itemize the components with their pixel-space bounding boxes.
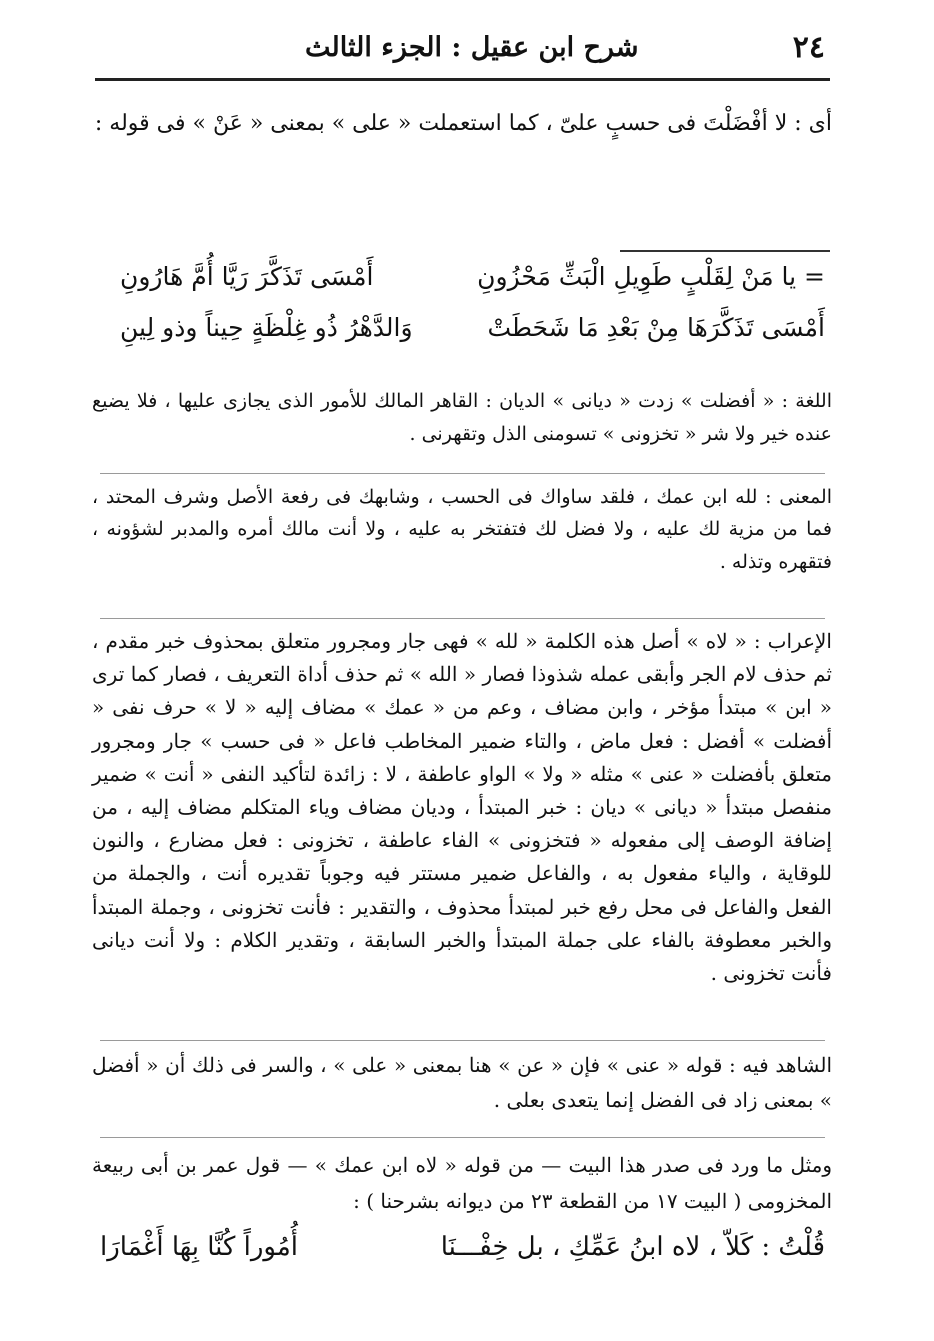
page-header — [95, 22, 825, 72]
shahid-paragraph: الشاهد فيه : قوله « عنى » فإن « عن » هنا بمعنى « على » ، والسر فى ذلك أن « أفضل » بمعنى زاد فى الفضل إنما يتعدى بعلى . — [92, 1053, 832, 1112]
verse-2-first-hemistich: أَمْسَى تَذَكَّرَهَا مِنْ بَعْدِ مَا شَحَطَتْ — [487, 313, 825, 342]
section-divider — [100, 1040, 825, 1041]
section-divider — [100, 473, 825, 474]
irab-paragraph: الإعراب : « لاه » أصل هذه الكلمة « لله » فهى جار ومجرور متعلق بمحذوف خبر مقدم ، ثم حذف لام الجر وأبقى عمله شذوذا فصار « الله » ثم حذف أداة التعريف ، فصار كما ترى « ابن » مبتدأ مؤخر ، وابن مضاف ، وعم من « عمك » مضاف إليه « لا » حرف نفى « أفضلت » أفضل : فعل ماض ، والتاء ضمير المخاطب فاعل « فى حسب » جار ومجرور متعلق بأفضلت « عنى » مثله « ولا » الواو عاطفة ، لا : زائدة لتأكيد النفى « أنت » ضمير منفصل مبتدأ « ديانى » ديان : خبر المبتدأ ، وديان مضاف وياء المتكلم مضاف إليه ، من إضافة الوصف إلى مفعوله « فتخزونى » الفاء عاطفة ، تخزونى : فعل مضارع ، والنون للوقاية ، والياء مفعول به ، والفاعل ضمير مستتر فيه وجوباً تقديره أنت ، والجملة من الفعل والفاعل فى محل رفع خبر لمبتدأ محذوف ، والتقدير : فأنت تخزونى ، وجملة المبتدأ والخبر معطوفة بالفاء على جملة المبتدأ والخبر السابقة ، وتقدير الكلام : ولا أنت ديانى فأنت تخزونى . — [92, 629, 832, 985]
header-rule — [95, 78, 830, 81]
verse-2-second-hemistich: وَالدَّهْرُ ذُو غِلْظَةٍ حِيناً وذو لِينِ — [120, 313, 413, 342]
verse-line-1 — [120, 262, 825, 291]
verse-1-second-hemistich: أَمْسَى تَذَكَّرَ رَيَّا أُمَّ هَارُونِ — [120, 262, 374, 291]
maana-paragraph: المعنى : لله ابن عمك ، فلقد ساواك فى الحسب ، وشابهك فى رفعة الأصل وشرف المحتد ، فما من مزية لك عليه ، ولا فضل لك فتفتخر به عليه ، ولا أنت مالك أمره والمدبر لشؤونه ، فتقهره وتذله . — [92, 486, 832, 573]
section-divider — [100, 618, 825, 619]
mithl-paragraph: ومثل ما ورد فى صدر هذا البيت — من قوله « لاه ابن عمك » — قول عمر بن أبى ربيعة المخزومى ( البيت ١٧ من القطعة ٢٣ من ديوانه بشرحنا ) : — [92, 1153, 832, 1213]
running-title: شرح ابن عقيل : الجزء الثالث — [305, 31, 639, 63]
verse-line-2 — [120, 313, 825, 342]
page-number: ٢٤ — [792, 29, 825, 65]
intro-paragraph: أى : لا أفْضَلْتَ فى حسبٍ علىّ ، كما استعملت « على » بمعنى « عَنْ » فى قوله : — [94, 111, 832, 136]
lugha-paragraph: اللغة : « أفضلت » زدت « ديانى » الديان : القاهر المالك للأمور الذى يجازى عليها ، فلا يضيع عنده خير ولا شر « تخزونى » تسومنى الذل وتقهرنى . — [92, 390, 832, 446]
final-verse — [100, 1232, 825, 1262]
final-verse-second-part: أُمُوراً كُنَّا بِهَا أَغْمَارَا — [100, 1232, 298, 1262]
verse-1-first-hemistich: = يا مَنْ لِقَلْبٍ طَوِيلِ الْبَثِّ مَحْزُونِ — [477, 262, 825, 291]
footnote-separator — [620, 250, 830, 252]
section-divider — [100, 1137, 825, 1138]
final-verse-first-part: قُلْتُ : كَلاّ ، لاه ابنُ عَمِّكِ ، بل خِفْـــنَا — [440, 1232, 825, 1262]
